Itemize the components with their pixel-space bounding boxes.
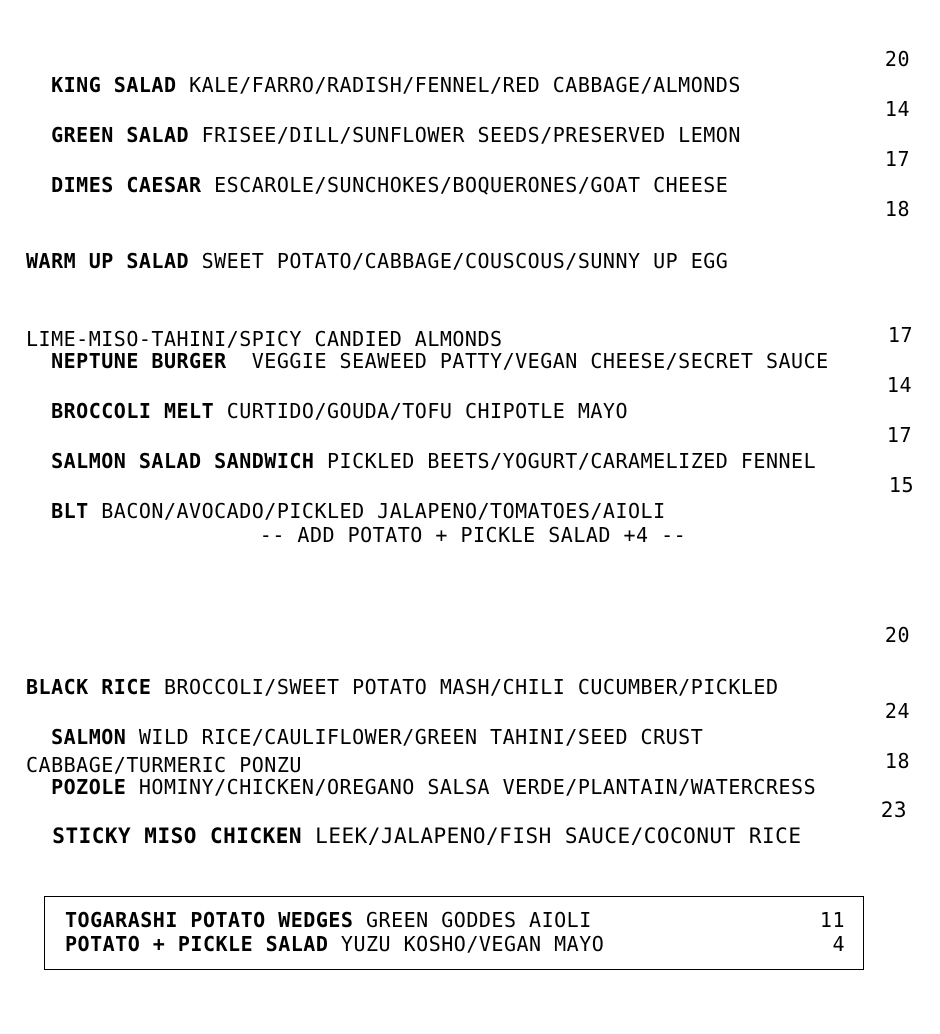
menu-item-neptune-burger (26, 322, 886, 374)
item-name: NEPTUNE BURGER (51, 349, 227, 373)
item-name: GREEN SALAD (51, 123, 190, 147)
item-description: LEEK/JALAPENO/FISH SAUCE/COCONUT RICE (315, 824, 802, 848)
item-description: GREEN GODDES AIOLI (366, 908, 592, 932)
item-description: BACON/AVOCADO/PICKLED JALAPENO/TOMATOES/AIOLI (101, 499, 666, 523)
item-name: DIMES CAESAR (51, 173, 202, 197)
menu-item-blt (26, 472, 786, 524)
item-price: 14 (884, 97, 910, 121)
item-description: VEGGIE SEAWEED PATTY/VEGAN CHEESE/SECRET SAUCE (239, 349, 829, 373)
item-price: 17 (886, 423, 912, 447)
item-description: PICKLED BEETS/YOGURT/CARAMELIZED FENNEL (327, 449, 817, 473)
item-name: SALMON SALAD SANDWICH (51, 449, 315, 473)
item-description: KALE/FARRO/RADISH/FENNEL/RED CABBAGE/ALMONDS (189, 73, 741, 97)
item-price: 11 (819, 908, 845, 932)
item-name: BLACK RICE (26, 675, 152, 699)
item-price: 20 (884, 623, 910, 647)
item-price: 23 (880, 798, 907, 822)
sides-box (44, 896, 864, 970)
item-description: SWEET POTATO/CABBAGE/COUSCOUS/SUNNY UP EGG (201, 249, 729, 273)
item-price: 4 (832, 932, 845, 956)
item-price: 15 (888, 473, 914, 497)
item-description: BROCCOLI/SWEET POTATO MASH/CHILI CUCUMBER/PICKLED (163, 675, 779, 699)
sandwich-addon-note: -- ADD POTATO + PICKLE SALAD +4 -- (259, 523, 687, 547)
item-name: BROCCOLI MELT (51, 399, 215, 423)
item-name: TOGARASHI POTATO WEDGES (65, 908, 354, 932)
side-item-togarashi-potato-wedges (65, 908, 592, 932)
item-description: FRISEE/DILL/SUNFLOWER SEEDS/PRESERVED LEMON (201, 123, 741, 147)
item-description: ESCAROLE/SUNCHOKES/BOQUERONES/GOAT CHEESE (214, 173, 729, 197)
item-name: KING SALAD (51, 73, 177, 97)
menu-item-broccoli-melt (26, 372, 786, 424)
menu-item-sticky-miso-chicken (26, 797, 866, 849)
menu-item-pozole (26, 748, 866, 800)
item-name: STICKY MISO CHICKEN (52, 824, 303, 848)
menu-item-king-salad (26, 46, 786, 98)
item-description: YUZU KOSHO/VEGAN MAYO (340, 932, 605, 956)
item-description: CURTIDO/GOUDA/TOFU CHIPOTLE MAYO (226, 399, 628, 423)
item-description-continued: CABBAGE/TURMERIC PONZU (26, 753, 302, 777)
item-description: WILD RICE/CAULIFLOWER/GREEN TAHINI/SEED CRUST (138, 725, 704, 749)
item-description-continued: LIME-MISO-TAHINI/SPICY CANDIED ALMONDS (26, 327, 503, 351)
side-item-potato-pickle-salad (65, 932, 604, 956)
item-price: 14 (886, 373, 912, 397)
item-price: 18 (884, 749, 910, 773)
item-name: WARM UP SALAD (26, 249, 190, 273)
menu-item-salmon-salad-sandwich (26, 422, 866, 474)
menu-item-dimes-caesar (26, 146, 786, 198)
menu-item-salmon (26, 698, 786, 750)
item-price: 24 (884, 699, 910, 723)
item-name: BLT (51, 499, 89, 523)
item-name: SALMON (51, 725, 127, 749)
item-price: 17 (884, 147, 910, 171)
item-price: 17 (887, 323, 913, 347)
item-name: POZOLE (51, 775, 127, 799)
menu-item-green-salad (26, 96, 786, 148)
item-name: POTATO + PICKLE SALAD (65, 932, 329, 956)
item-price: 20 (884, 47, 910, 71)
item-description: HOMINY/CHICKEN/OREGANO SALSA VERDE/PLANTAIN/WATERCRESS (138, 775, 817, 799)
item-price: 18 (884, 197, 910, 221)
